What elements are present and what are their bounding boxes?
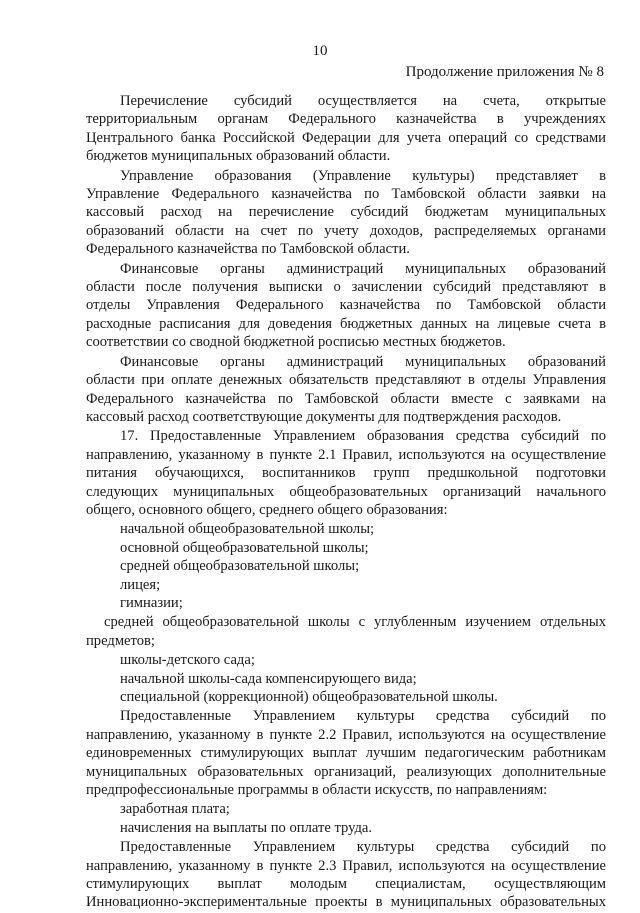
list-item: заработная плата; [120,801,230,818]
list-item: гимназии; [120,594,183,611]
paragraph [86,353,606,427]
text-line: направлению, указанному в пункте 2.2 Правил, используются на осуществление [86,726,606,743]
text-line: образований области на счет по учету доходов, распределяемых органами [86,222,606,239]
text-line: Управление Федерального казначейства по Тамбовской области заявки на [86,186,606,203]
text-line: муниципальных образовательных организаций, реализующих дополнительные [86,763,606,780]
list-item: средней общеобразовательной школы; [120,558,360,575]
text-line: стимулирующих выплат молодым специалистам, осуществляющим [86,876,606,893]
text-line: общего, основного общего, среднего общего образования: [86,501,448,518]
page-number: 10 [312,43,328,59]
paragraph [86,167,606,259]
text-line: предпрофессиональные программы в области искусств, по направлениям: [86,782,548,799]
text-line: Предоставленные Управлением культуры средства субсидий по [120,839,606,856]
text-line: Инновационно-экспериментальные проекты в муниципальных образовательных [86,894,606,911]
text-line: предметов; [86,632,155,649]
list-item: школы-детского сада; [120,652,255,669]
text-line: бюджетов муниципальных образований области. [86,148,391,165]
text-line: направлению, указанному в пункте 2.3 Правил, используются на осуществление [86,857,606,874]
paragraph [86,838,606,912]
paragraph [86,707,606,799]
list-item: начальной школы-сада компенсирующего вида; [120,670,417,687]
text-line: единовременных стимулирующих выплат лучшим педагогическим работникам [86,745,606,762]
text-line: Федерального казначейства по Тамбовской области. [86,241,410,258]
text-line: кассовый расход соответствующие документы для подтверждения расходов. [86,408,562,425]
appendix-continuation-label: Продолжение приложения № 8 [405,64,604,80]
text-line: следующих муниципальных общеобразовательных организаций начального [86,483,606,500]
text-line: Центрального банка Российской Федерации для учета операций со средствами [86,129,606,146]
text-line: направлению, указанному в пункте 2.1 Правил, используются на осуществление [86,446,606,463]
list-item: начальной общеобразовательной школы; [120,521,375,538]
text-line: Предоставленные Управлением культуры средства субсидий по [120,708,606,725]
paragraph [86,92,606,166]
text-line: Финансовые органы администраций муниципальных образований [120,353,606,370]
text-line: Управление образования (Управление культуры) представляет в [120,167,606,184]
list-block [86,651,606,706]
document-body [86,92,606,913]
text-line: Перечисление субсидий осуществляется на счета, открытые [120,93,606,109]
text-line: кассовый расход на перечисление субсидий бюджетам муниципальных [86,204,606,221]
text-line: 17. Предоставленные Управлением образования средства субсидий по [120,428,606,445]
list-block [86,800,606,837]
text-line: отделы Управления Федерального казначейства по Тамбовской области [86,297,606,314]
text-line: области при оплате денежных обязательств представляют в отделы Управления [86,372,606,389]
text-line: Финансовые органы администраций муниципальных образований [120,260,606,277]
paragraph [86,260,606,352]
text-line: территориальным органам Федерального казначейства в учреждениях [86,111,606,128]
list-item: лицея; [120,576,161,593]
list-item: начисления на выплаты по оплате труда. [120,819,373,836]
list-item: основной общеобразовательной школы; [120,539,369,556]
text-line: Федерального казначейства по Тамбовской области вместе с заявками на [86,390,606,407]
text-line: области после получения выписки о зачислении субсидий представляют в [86,279,606,296]
list-item-wrapped [86,613,606,650]
paragraph [86,427,606,519]
text-line: расходные расписания для доведения бюджетных данных на лицевые счета в [86,315,606,332]
text-line: соответствии со сводной бюджетной росписью местных бюджетов. [86,334,506,351]
text-line: средней общеобразовательной школы с углубленным изучением отдельных [104,614,606,631]
list-item: специальной (коррекционной) общеобразовательной школы. [120,689,498,705]
text-line: питания обучающихся, воспитанников групп предшкольной подготовки [86,465,606,482]
list-block [86,520,606,612]
